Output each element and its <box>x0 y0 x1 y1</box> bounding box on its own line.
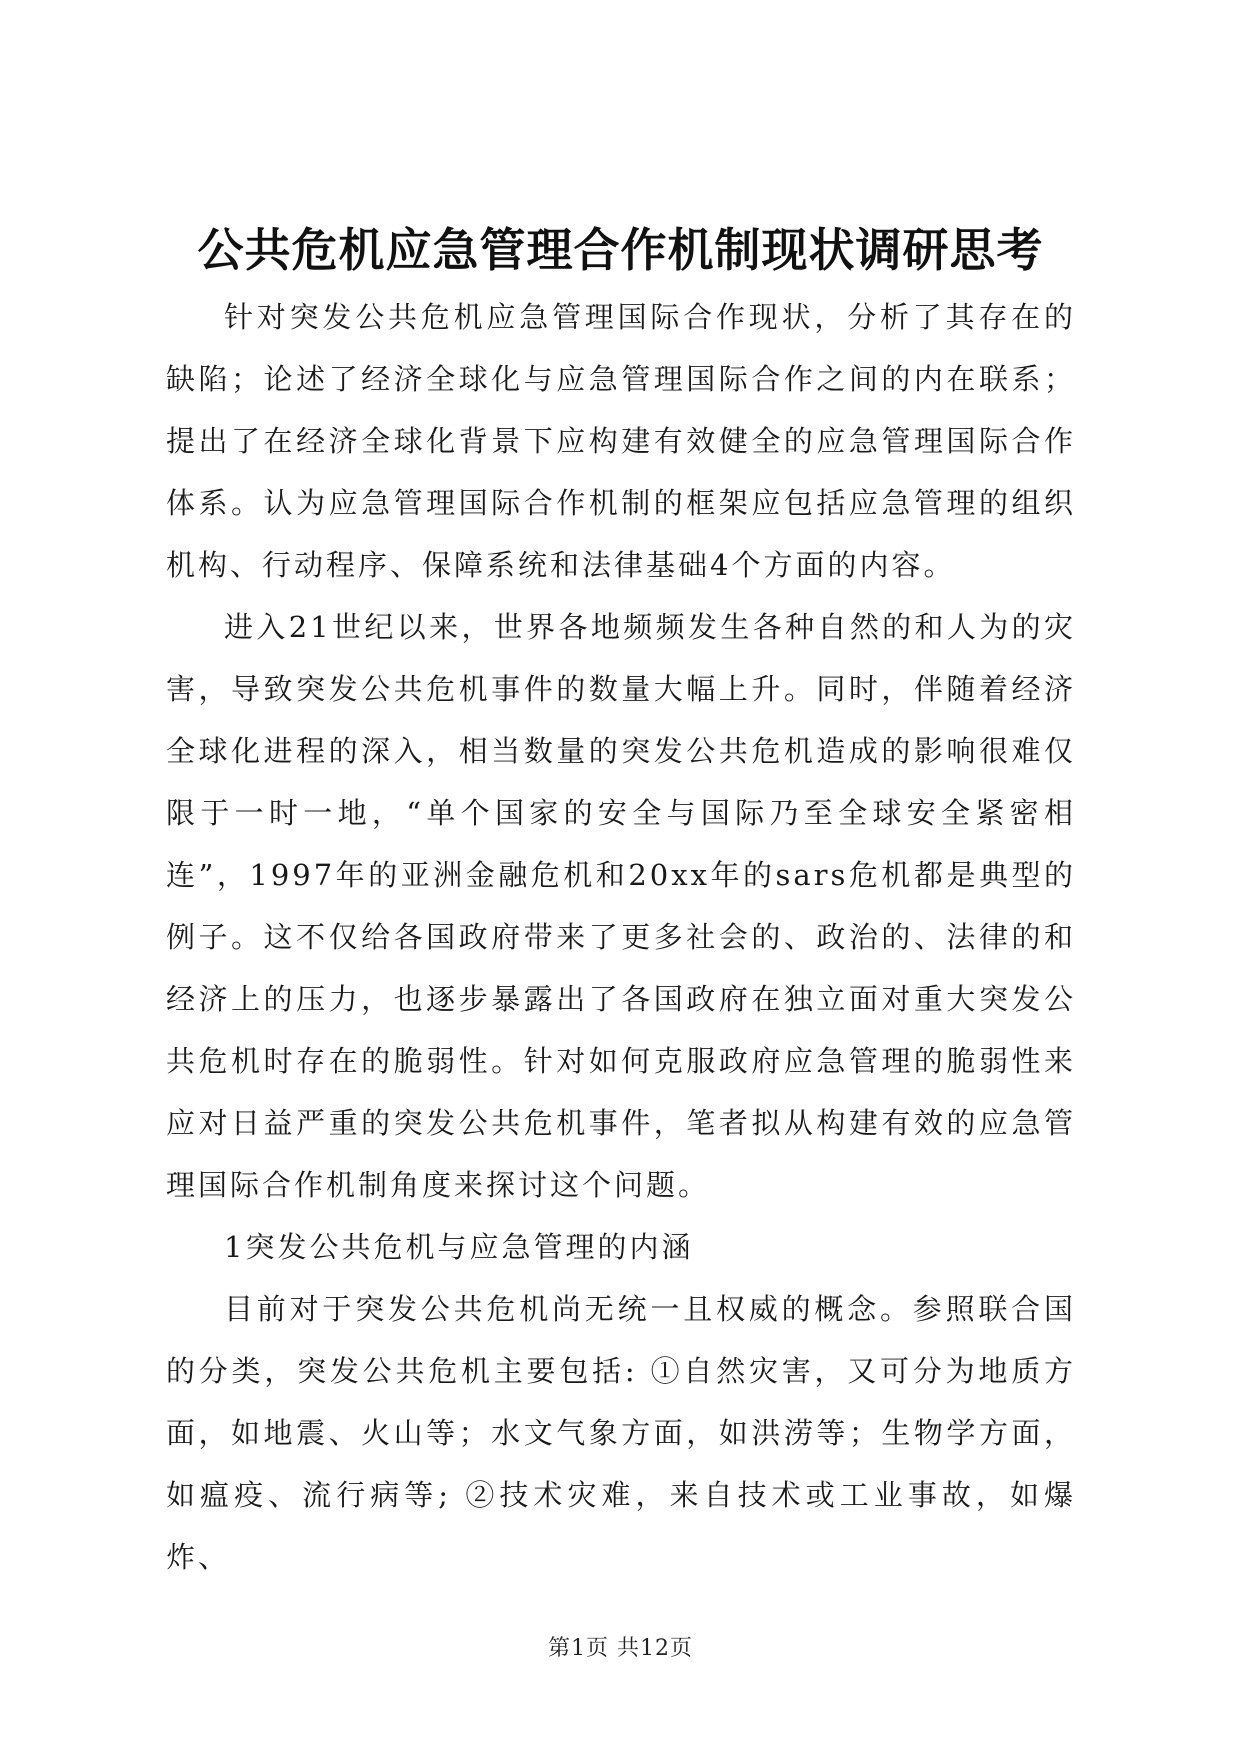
section-heading: 1突发公共危机与应急管理的内涵 <box>224 1230 694 1264</box>
document-body <box>166 286 1076 1588</box>
page-footer: 第1页 共12页 <box>548 1636 693 1661</box>
introduction-paragraph: 进入21世纪以来，世界各地频频发生各种自然的和人为的灾害，导致突发公共危机事件的数量大幅上升。同时，伴随着经济全球化进程的深入，相当数量的突发公共危机造成的影响很难仅限于一时一地，“单个国家的安全与国际乃至全球安全紧密相连”，1997年的亚洲金融危机和20xx年的sars危机都是典型的例子。这不仅给各国政府带来了更多社会的、政治的、法律的和经济上的压力，也逐步暴露出了各国政府在独立面对重大突发公共危机时存在的脆弱性。针对如何克服政府应急管理的脆弱性来应对日益严重的突发公共危机事件，笔者拟从构建有效的应急管理国际合作机制角度来探讨这个问题。 <box>166 610 1076 1202</box>
section-paragraph: 目前对于突发公共危机尚无统一且权威的概念。参照联合国的分类，突发公共危机主要包括: ①自然灾害，又可分为地质方面，如地震、火山等；水文气象方面，如洪涝等；生物学方面，如瘟疫、流行病等; ②技术灾难，来自技术或工业事故，如爆炸、 <box>166 1292 1076 1574</box>
document-title: 公共危机应急管理合作机制现状调研思考 <box>197 223 1044 277</box>
abstract-paragraph: 针对突发公共危机应急管理国际合作现状，分析了其存在的缺陷；论述了经济全球化与应急管理国际合作之间的内在联系；提出了在经济全球化背景下应构建有效健全的应急管理国际合作体系。认为应急管理国际合作机制的框架应包括应急管理的组织机构、行动程序、保障系统和法律基础4个方面的内容。 <box>166 300 1076 582</box>
